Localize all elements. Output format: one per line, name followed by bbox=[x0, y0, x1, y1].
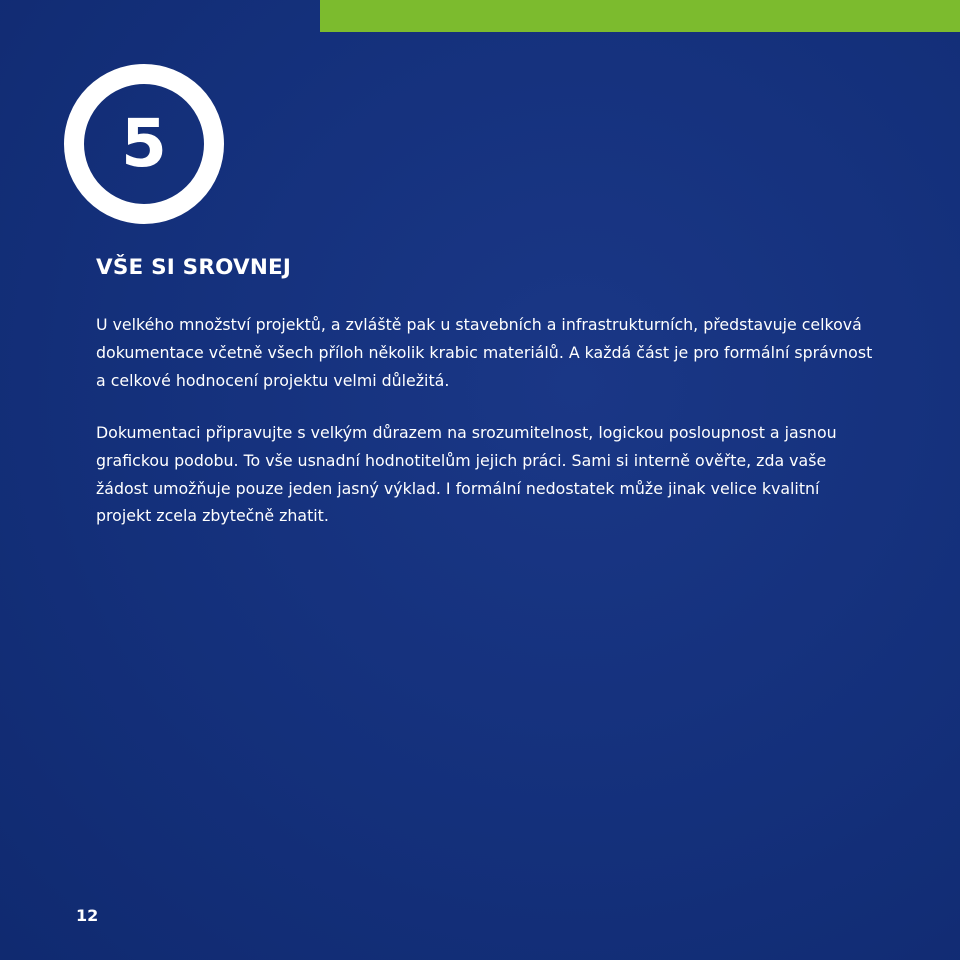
body-paragraph-1: U velkého množství projektů, a zvláště pak u stavebních a infrastrukturních, představuje celková dokumentace včetně všech příloh několik krabic materiálů. A každá část je pro formální správnost a celkové hodnocení projektu velmi důležitá. bbox=[96, 315, 873, 390]
step-number: 5 bbox=[121, 105, 167, 182]
body-paragraph-2: Dokumentaci připravujte s velkým důrazem na srozumitelnost, logickou posloupnost a jasnou grafickou podobu. To vše usnadní hodnotitelům jejich práci. Sami si interně ověřte, zda vaše žádost umožňuje pouze jeden jasný výklad. I formální nedostatek může jinak velice kvalitní projekt zcela zbytečně zhatit. bbox=[96, 423, 837, 526]
accent-bar bbox=[320, 0, 960, 32]
page-number: 12 bbox=[76, 906, 99, 925]
section-heading: VŠE SI SROVNEJ bbox=[96, 255, 292, 280]
step-number-badge bbox=[64, 64, 224, 224]
